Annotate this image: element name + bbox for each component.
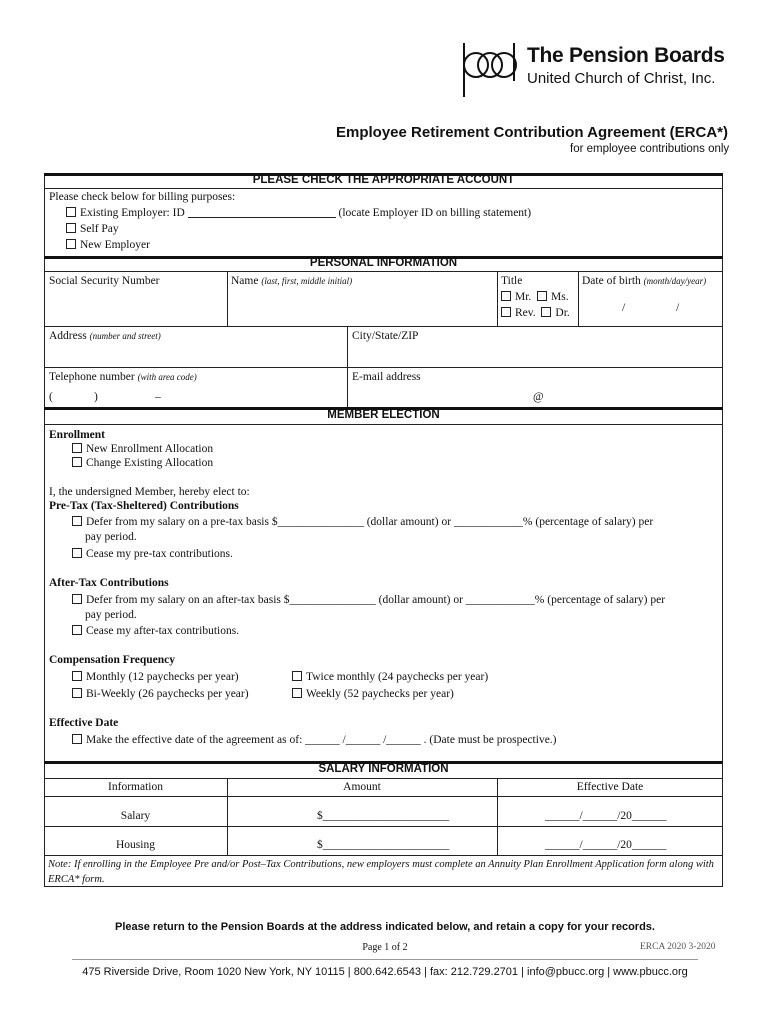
page-number: Page 1 of 2 xyxy=(362,942,408,953)
salary-heading: SALARY INFORMATION xyxy=(318,763,449,775)
new-employer-option[interactable]: New Employer xyxy=(66,239,150,251)
col-amount: Amount xyxy=(343,781,381,793)
effective-date-option[interactable]: Make the effective date of the agreement as of: ______ /______ /______ . (Date must be prospective.) xyxy=(72,734,557,746)
checkbox-change-allocation[interactable] xyxy=(72,457,82,467)
checkbox-new-employer[interactable] xyxy=(66,239,76,249)
elect-intro: I, the undersigned Member, hereby elect to: xyxy=(49,486,250,498)
new-allocation-option[interactable]: New Enrollment Allocation xyxy=(72,443,213,455)
billing-prompt: Please check below for billing purposes: xyxy=(49,191,236,203)
org-subtitle: United Church of Christ, Inc. xyxy=(527,70,716,87)
checkbox-pretax-cease[interactable] xyxy=(72,548,82,558)
checkbox-twice-monthly[interactable] xyxy=(292,671,302,681)
aftertax-period: pay period. xyxy=(85,609,137,621)
housing-amount-field[interactable]: $______________________ xyxy=(317,839,450,851)
enrollment-heading: Enrollment xyxy=(49,429,106,441)
checkbox-monthly[interactable] xyxy=(72,671,82,681)
checkbox-aftertax-cease[interactable] xyxy=(72,625,82,635)
phone-label: Telephone number (with area code) xyxy=(49,371,197,383)
self-pay-option[interactable]: Self Pay xyxy=(66,223,119,235)
pension-boards-logo xyxy=(458,41,520,99)
salary-date-field[interactable]: ______/______/20______ xyxy=(545,810,667,822)
checkbox-existing-employer[interactable] xyxy=(66,207,76,217)
election-heading: MEMBER ELECTION xyxy=(327,409,440,421)
checkbox-biweekly[interactable] xyxy=(72,688,82,698)
checkbox-new-allocation[interactable] xyxy=(72,443,82,453)
pretax-period: pay period. xyxy=(85,531,137,543)
contact-address: 475 Riverside Drive, Room 1020 New York, NY 10115 | 800.642.6543 | fax: 212.729.2701 | info@pbucc.org | www.pbucc.org xyxy=(82,966,688,978)
title-rev-dr[interactable]: Rev. Dr. xyxy=(501,307,570,319)
phone-dash: – xyxy=(155,391,161,403)
form-code: ERCA 2020 3-2020 xyxy=(640,942,716,952)
checkbox-effective-date[interactable] xyxy=(72,734,82,744)
checkbox-ms[interactable] xyxy=(537,291,547,301)
pretax-heading: Pre-Tax (Tax-Sheltered) Contributions xyxy=(49,500,239,512)
frequency-heading: Compensation Frequency xyxy=(49,654,175,666)
return-instructions: Please return to the Pension Boards at the address indicated below, and retain a copy for your records. xyxy=(115,921,655,933)
effective-date-heading: Effective Date xyxy=(49,717,119,729)
col-information: Information xyxy=(108,781,163,793)
email-label: E-mail address xyxy=(352,371,421,383)
housing-date-field[interactable]: ______/______/20______ xyxy=(545,839,667,851)
org-name: The Pension Boards xyxy=(527,44,725,67)
checkbox-aftertax-defer[interactable] xyxy=(72,594,82,604)
phone-open: ( xyxy=(49,391,53,403)
account-heading: PLEASE CHECK THE APPROPRIATE ACCOUNT xyxy=(252,174,515,186)
pretax-defer-option[interactable]: Defer from my salary on a pre-tax basis $_______________ (dollar amount) or ____________% (percentage of salary) per xyxy=(72,516,653,528)
biweekly-option[interactable]: Bi-Weekly (26 paychecks per year) xyxy=(72,688,249,700)
change-allocation-option[interactable]: Change Existing Allocation xyxy=(72,457,213,469)
address-label: Address (number and street) xyxy=(49,330,161,342)
personal-heading: PERSONAL INFORMATION xyxy=(309,257,458,269)
housing-row-info: Housing xyxy=(116,839,155,851)
dob-label: Date of birth (month/day/year) xyxy=(582,275,707,287)
dob-separator: / xyxy=(676,302,680,314)
col-effective-date: Effective Date xyxy=(576,781,644,793)
salary-amount-field[interactable]: $______________________ xyxy=(317,810,450,822)
existing-employer-option[interactable]: Existing Employer: ID (locate Employer ID on billing statement) xyxy=(66,207,531,219)
checkbox-self-pay[interactable] xyxy=(66,223,76,233)
document-title: Employee Retirement Contribution Agreement (ERCA*) xyxy=(336,124,728,141)
checkbox-dr[interactable] xyxy=(541,307,551,317)
twice-monthly-option[interactable]: Twice monthly (24 paychecks per year) xyxy=(292,671,488,683)
document-subtitle: for employee contributions only xyxy=(570,143,730,155)
checkbox-rev[interactable] xyxy=(501,307,511,317)
enrollment-note: Note: If enrolling in the Employee Pre and/or Post–Tax Contributions, new employers must complete an Annuity Plan Enrollment Application form along with ERCA* form. xyxy=(48,859,714,885)
city-label: City/State/ZIP xyxy=(352,330,419,342)
name-label: Name (last, first, middle initial) xyxy=(231,275,353,287)
phone-close: ) xyxy=(94,391,98,403)
salary-row-info: Salary xyxy=(120,810,151,822)
monthly-option[interactable]: Monthly (12 paychecks per year) xyxy=(72,671,239,683)
aftertax-defer-option[interactable]: Defer from my salary on an after-tax basis $_______________ (dollar amount) or ____________% (percentage of salary) per xyxy=(72,594,665,606)
email-at: @ xyxy=(533,391,544,403)
title-label: Title xyxy=(501,275,523,287)
checkbox-pretax-defer[interactable] xyxy=(72,516,82,526)
employer-id-field[interactable] xyxy=(188,217,336,218)
checkbox-mr[interactable] xyxy=(501,291,511,301)
checkbox-weekly[interactable] xyxy=(292,688,302,698)
dob-separator: / xyxy=(622,302,626,314)
ssn-label: Social Security Number xyxy=(49,275,160,287)
aftertax-cease-option[interactable]: Cease my after-tax contributions. xyxy=(72,625,239,637)
title-mr-ms[interactable]: Mr. Ms. xyxy=(501,291,569,303)
weekly-option[interactable]: Weekly (52 paychecks per year) xyxy=(292,688,454,700)
aftertax-heading: After-Tax Contributions xyxy=(49,577,169,589)
pretax-cease-option[interactable]: Cease my pre-tax contributions. xyxy=(72,548,233,560)
